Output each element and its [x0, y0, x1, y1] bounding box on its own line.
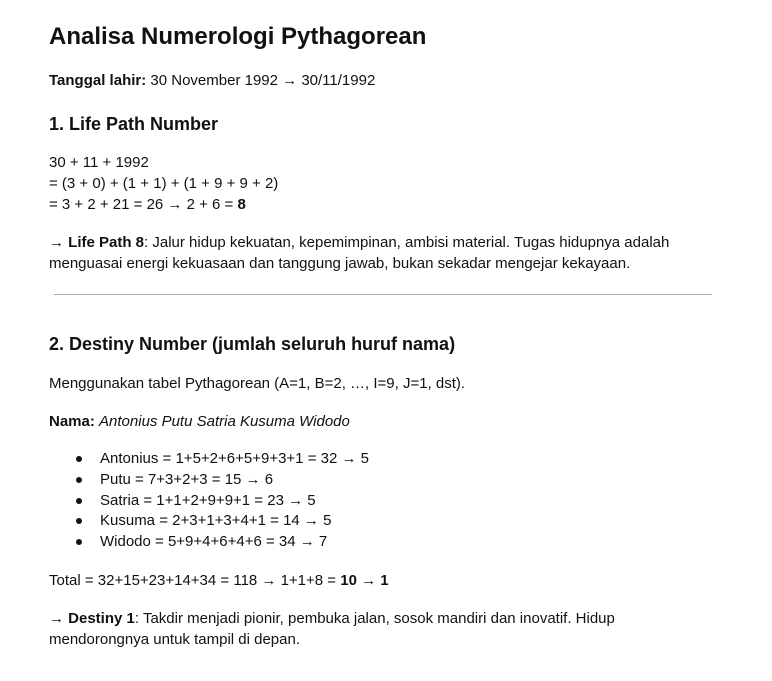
destiny-heading: 2. Destiny Number (jumlah seluruh huruf nama)	[49, 334, 456, 354]
destiny-interpretation	[49, 608, 719, 650]
list-item	[49, 449, 369, 470]
life-path-result-number: 8	[237, 196, 246, 213]
birth-date-value: 30 November 1992 → 30/11/1992	[150, 72, 376, 89]
destiny-result-number: 10 → 1	[340, 572, 389, 589]
list-item	[49, 491, 369, 512]
bullet-icon	[76, 518, 82, 524]
list-item	[49, 511, 369, 532]
life-path-interpretation	[49, 232, 719, 274]
life-path-result-text: : Jalur hidup kekuatan, kepemimpinan, ambisi material. Tugas hidupnya adalah menguasai energi kekuasaan dan tanggung jawab, bukan sekadar mengejar kekayaan.	[49, 234, 670, 272]
life-path-heading: 1. Life Path Number	[49, 114, 219, 134]
list-item	[49, 470, 369, 491]
page-title: Analisa Numerologi Pythagorean	[49, 23, 427, 50]
calc-line: 30 + 11 + 1992	[49, 154, 149, 171]
bullet-icon	[76, 498, 82, 504]
calc-line: = (3 + 0) + (1 + 1) + (1 + 9 + 9 + 2)	[49, 175, 279, 192]
calc-line	[49, 194, 278, 215]
birth-date-line	[49, 70, 375, 91]
destiny-result-label: → Destiny 1	[49, 610, 135, 627]
list-item-text: Widodo = 5+9+4+6+4+6 = 34 → 7	[100, 533, 328, 551]
name-value: Antonius Putu Satria Kusuma Widodo	[99, 413, 350, 430]
life-path-calculation	[49, 152, 278, 215]
list-item-text: Kusuma = 2+3+1+3+4+1 = 14 → 5	[100, 512, 332, 530]
list-item	[49, 532, 369, 553]
destiny-result-text: : Takdir menjadi pionir, pembuka jalan, sosok mandiri dan inovatif. Hidup mendorongnya untuk tampil di depan.	[49, 610, 615, 648]
name-line	[49, 411, 350, 432]
list-item-text: Satria = 1+1+2+9+9+1 = 23 → 5	[100, 491, 316, 509]
total-line	[49, 570, 389, 591]
bullet-icon	[76, 539, 82, 545]
life-path-result-label: → Life Path 8	[49, 234, 145, 251]
name-label: Nama:	[49, 413, 95, 430]
total-text: Total = 32+15+23+14+34 = 118 → 1+1+8 =	[49, 572, 341, 589]
bullet-icon	[76, 477, 82, 483]
birth-date-label: Tanggal lahir:	[49, 72, 147, 89]
section-divider	[54, 294, 712, 295]
calc-line-text: = 3 + 2 + 21 = 26 → 2 + 6 =	[49, 196, 238, 213]
bullet-icon	[76, 456, 82, 462]
list-item-text: Antonius = 1+5+2+6+5+9+3+1 = 32 → 5	[100, 450, 369, 467]
destiny-intro: Menggunakan tabel Pythagorean (A=1, B=2, …, I=9, J=1, dst).	[49, 375, 466, 392]
name-breakdown-list	[49, 449, 369, 553]
list-item-text: Putu = 7+3+2+3 = 15 → 6	[100, 470, 274, 488]
